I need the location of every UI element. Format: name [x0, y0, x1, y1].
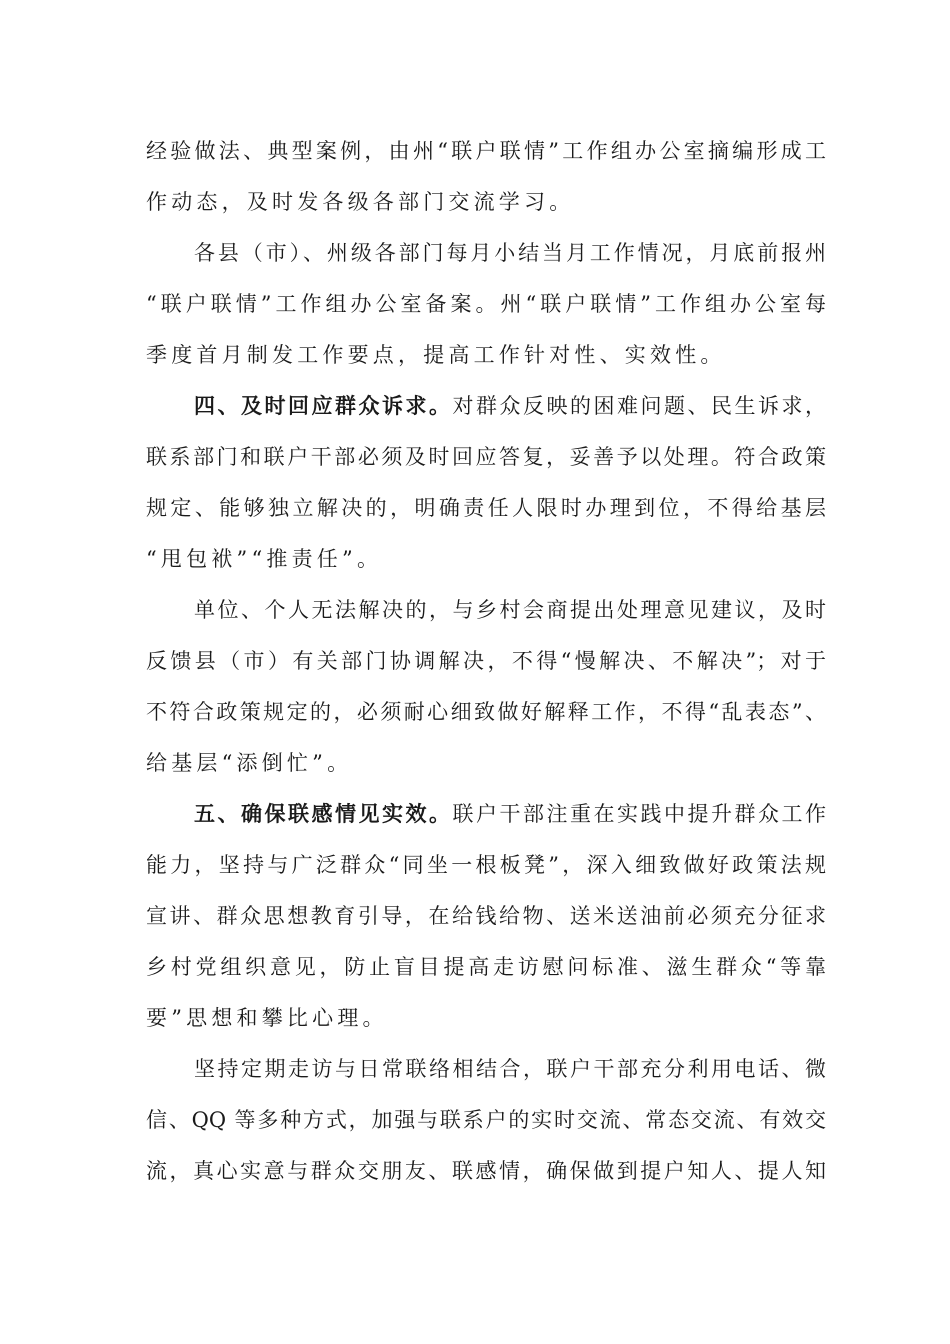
paragraph-text: 联户干部注重在实践中提升群众工作 [452, 802, 826, 826]
paragraph-text: 对群众反映的困难问题、民生诉求， [452, 394, 826, 418]
paragraph-line: 流，真心实意与群众交朋友、联感情，确保做到提户知人、提人知 [146, 1159, 826, 1183]
paragraph-line: 宣讲、群众思想教育引导，在给钱给物、送米送油前必须充分征求 [146, 904, 826, 928]
paragraph-line: 不符合政策规定的，必须耐心细致做好解释工作，不得“乱表态”、 [146, 700, 826, 724]
paragraph-line: 规定、能够独立解决的，明确责任人限时办理到位，不得给基层 [146, 496, 826, 520]
paragraph-line: 能力，坚持与广泛群众“同坐一根板凳”，深入细致做好政策法规 [146, 853, 826, 877]
paragraph-line: 要”思想和攀比心理。 [146, 1006, 388, 1030]
paragraph-line: 经验做法、典型案例，由州“联户联情”工作组办公室摘编形成工 [146, 139, 826, 163]
paragraph-line: “联户联情”工作组办公室备案。州“联户联情”工作组办公室每 [146, 292, 826, 316]
paragraph-line: 乡村党组织意见，防止盲目提高走访慰问标准、滋生群众“等靠 [146, 955, 826, 979]
paragraph-line: 给基层“添倒忙”。 [146, 751, 353, 775]
section-heading: 五、确保联感情见实效。 [194, 801, 453, 826]
paragraph-line: 作动态，及时发各级各部门交流学习。 [146, 190, 575, 214]
paragraph-line: 季度首月制发工作要点，提高工作针对性、实效性。 [146, 343, 726, 367]
paragraph-line [194, 386, 826, 426]
paragraph-line [194, 794, 826, 834]
paragraph-line: 各县（市）、州级各部门每月小结当月工作情况，月底前报州 [194, 241, 826, 265]
paragraph-line: 坚持定期走访与日常联络相结合，联户干部充分利用电话、微 [194, 1057, 826, 1081]
paragraph-line: 单位、个人无法解决的，与乡村会商提出处理意见建议，及时 [194, 598, 826, 622]
paragraph-line: 反馈县（市）有关部门协调解决，不得“慢解决、不解决”；对于 [146, 649, 826, 673]
section-heading: 四、及时回应群众诉求。 [194, 393, 453, 418]
paragraph-line: 信、QQ 等多种方式，加强与联系户的实时交流、常态交流、有效交 [146, 1108, 826, 1132]
paragraph-line: 联系部门和联户干部必须及时回应答复，妥善予以处理。符合政策 [146, 445, 826, 469]
paragraph-line: “甩包袱”“推责任”。 [146, 547, 383, 571]
